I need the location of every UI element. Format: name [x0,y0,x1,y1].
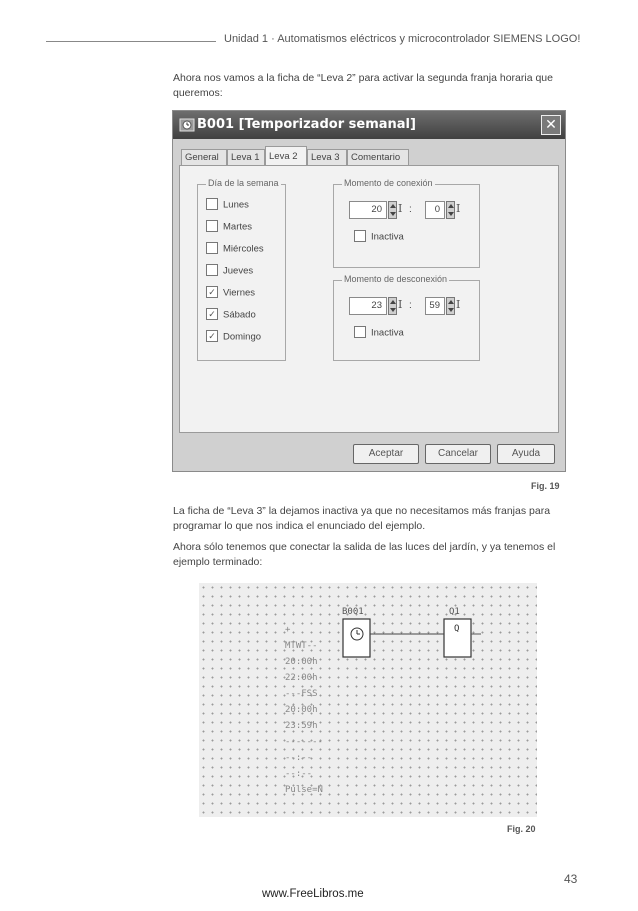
on-hour-cursor-icon: I [398,202,403,215]
checkbox-martes[interactable] [206,221,252,235]
dialog-titlebar [173,111,565,139]
checkbox-miercoles-label: Miércoles [223,243,264,255]
checkbox-domingo-box[interactable]: ✓ [206,330,218,342]
checkbox-sabado-box[interactable]: ✓ [206,308,218,320]
close-icon: ✕ [545,116,557,132]
days-group [197,178,286,361]
on-inactive-checkbox[interactable] [354,231,404,245]
intro-paragraph: Ahora nos vamos a la ficha de “Leva 2” para activar la segunda franja horaria que queremos: [173,72,553,99]
output-block-label: Q1 [449,607,460,617]
on-inactive-box[interactable] [354,230,366,242]
param-line: Pulse=N [285,785,323,795]
param-line: 20:00h [285,657,318,667]
logo-circuit-diagram [199,583,537,817]
tab-leva-2[interactable]: Leva 2 [265,146,307,166]
checkbox-sabado[interactable] [206,309,256,323]
off-minute-spinner[interactable] [446,297,455,315]
param-line: 23:59h [285,721,318,731]
param-line: + [285,625,291,635]
checkbox-lunes-label: Lunes [223,199,249,211]
tab-panel [179,165,559,433]
checkbox-domingo[interactable] [206,331,261,345]
checkbox-lunes[interactable] [206,199,249,213]
connection-group [333,178,480,268]
checkbox-viernes[interactable] [206,287,255,301]
checkbox-miercoles-box[interactable] [206,242,218,254]
param-line: --:-- [285,769,313,779]
checkbox-jueves-label: Jueves [223,265,254,277]
header-rule [46,41,216,42]
running-header: Unidad 1 · Automatismos eléctricos y microcontrolador SIEMENS LOGO! [224,33,581,45]
off-hour-input[interactable]: 23 [349,297,387,315]
tab-comentario[interactable]: Comentario [347,149,409,165]
tab-leva-3[interactable]: Leva 3 [307,149,347,165]
on-minute-spinner[interactable] [446,201,455,219]
param-line: 22:00h [285,673,318,683]
checkbox-martes-label: Martes [223,221,253,233]
help-button[interactable]: Ayuda [497,444,555,464]
param-line: MTWT-- [285,641,318,651]
off-hour-cursor-icon: I [398,298,403,311]
tab-leva-1[interactable]: Leva 1 [227,149,265,165]
figure-20-caption: Fig. 20 [507,824,536,834]
on-hour-input[interactable]: 20 [349,201,387,219]
off-minute-input[interactable]: 59 [425,297,445,315]
checkbox-sabado-label: Sábado [223,309,256,321]
accept-button[interactable]: Aceptar [353,444,419,464]
param-line: ---FSS [285,689,318,699]
off-inactive-checkbox[interactable] [354,327,404,341]
timer-dialog [172,110,566,472]
on-inactive-label: Inactiva [371,231,404,243]
tab-general[interactable]: General [181,149,227,165]
cancel-button[interactable]: Cancelar [425,444,491,464]
on-hour-spinner[interactable] [388,201,397,219]
on-time-colon: : [409,204,412,215]
close-button[interactable] [541,115,561,135]
footer-url: www.FreeLibros.me [262,888,364,900]
off-time-colon: : [409,300,412,311]
checkbox-miercoles[interactable] [206,243,264,257]
param-line: --:-- [285,753,313,763]
off-hour-spinner[interactable] [388,297,397,315]
checkbox-viernes-box[interactable]: ✓ [206,286,218,298]
days-group-legend: Día de la semana [208,178,279,188]
on-minute-cursor-icon: I [456,202,461,215]
checkbox-martes-box[interactable] [206,220,218,232]
off-minute-cursor-icon: I [456,298,461,311]
page-number: 43 [564,872,578,886]
paragraph-connect-output: Ahora sólo tenemos que conectar la salida de las luces del jardín, y ya tenemos el ejemplo terminado: [173,541,556,568]
checkbox-jueves[interactable] [206,265,253,279]
off-inactive-box[interactable] [354,326,366,338]
checkbox-jueves-box[interactable] [206,264,218,276]
checkbox-domingo-label: Domingo [223,331,262,343]
figure-19-caption: Fig. 19 [531,481,560,491]
off-inactive-label: Inactiva [371,327,404,339]
timer-block-icon [179,117,195,133]
paragraph-leva-3: La ficha de “Leva 3” la dejamos inactiva ya que no necesitamos más franjas para programar lo que nos indica el enunciado del ejemplo. [173,505,551,532]
disconnection-group-legend: Momento de desconexión [344,274,448,284]
checkbox-viernes-label: Viernes [223,287,256,299]
dialog-title: B001 [Temporizador semanal] [197,117,416,132]
disconnection-group [333,274,480,361]
connection-group-legend: Momento de conexión [344,178,433,188]
on-minute-input[interactable]: 0 [425,201,445,219]
output-inner-label: Q [454,624,460,634]
param-line: ------- [285,737,323,747]
timer-block-label: B001 [342,607,364,617]
param-line: 20:00h [285,705,318,715]
timer-block[interactable] [343,619,370,657]
diagram-wiring [199,583,537,817]
checkbox-lunes-box[interactable] [206,198,218,210]
